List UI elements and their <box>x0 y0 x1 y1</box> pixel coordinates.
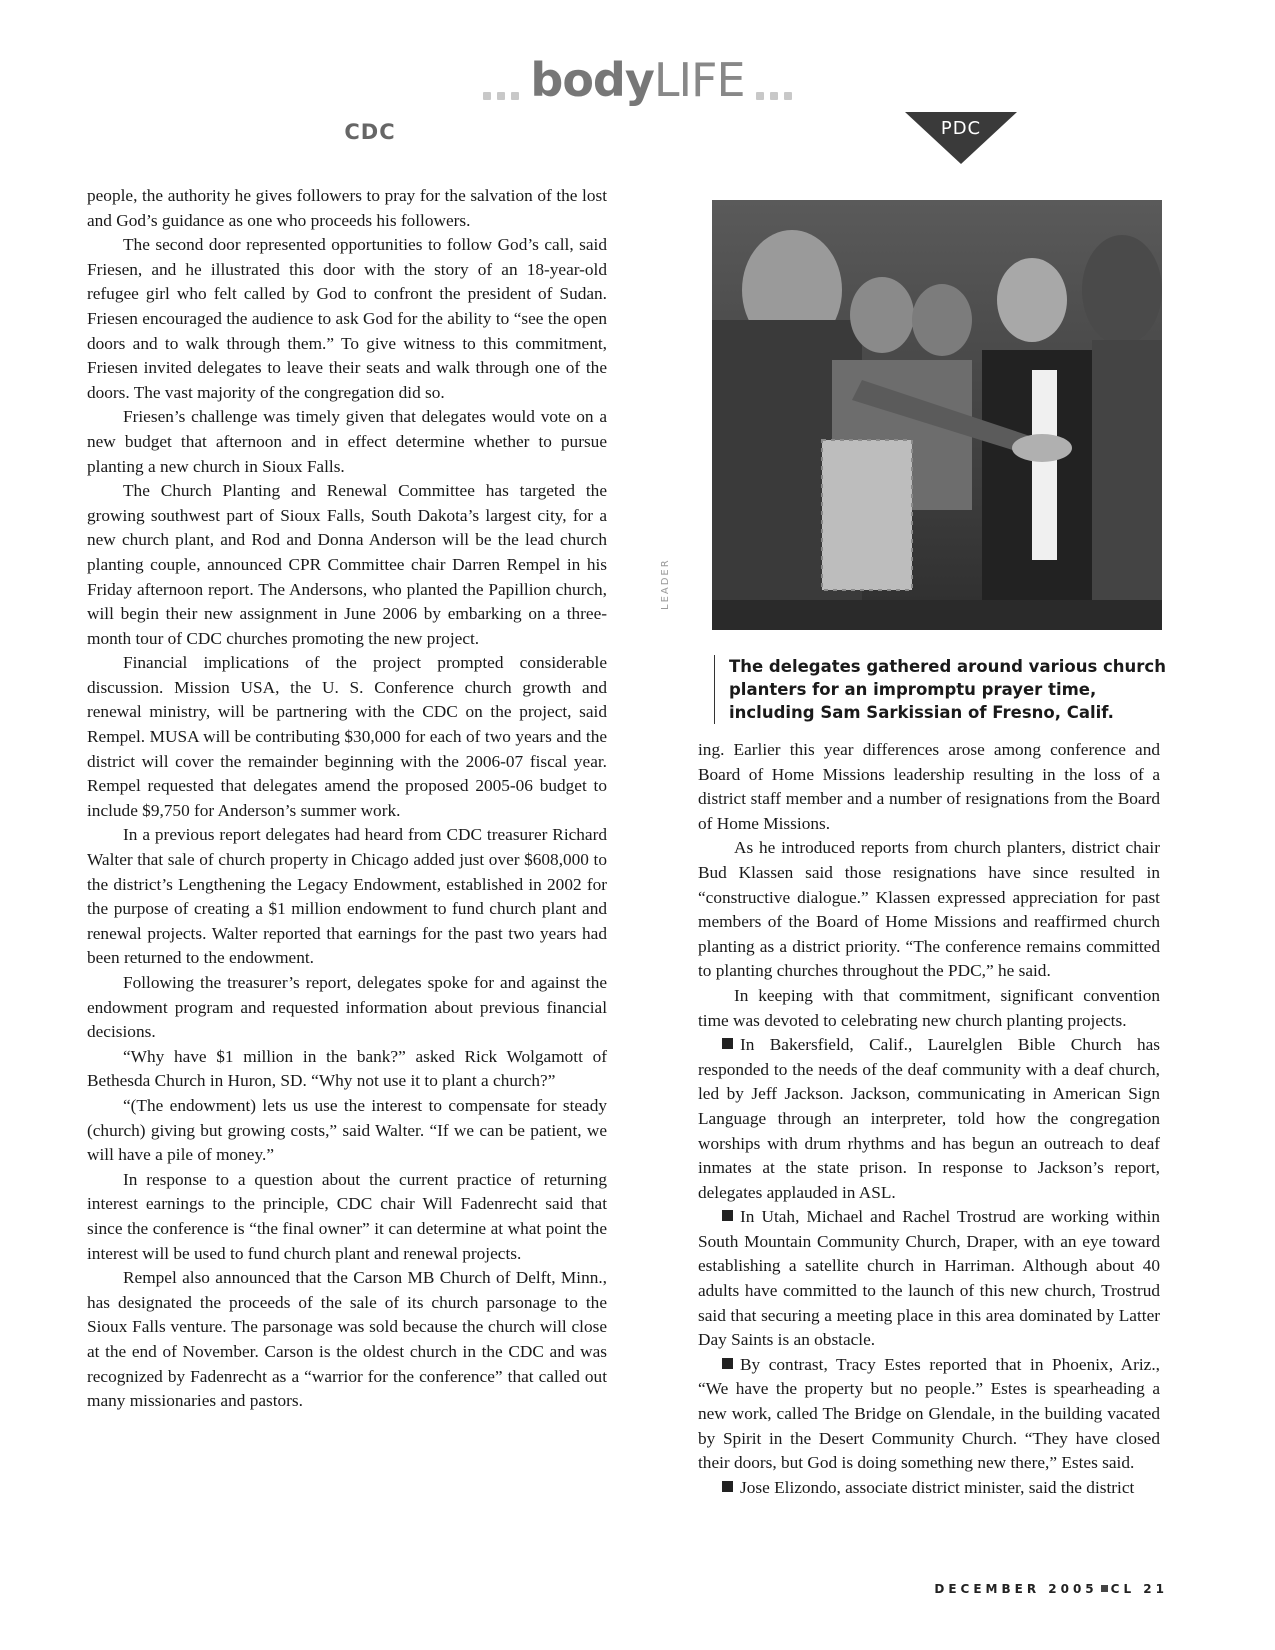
right-column <box>698 738 1160 1500</box>
right-bullet-item <box>698 1205 1160 1353</box>
left-paragraph: The second door represented opportunities to follow God’s call, said Friesen, and he illustrated this door with the story of an 18-year-old refugee girl who felt called by God to confront the president of Sudan. Friesen encouraged the audience to ask God for the ability to “see the open doors and to walk through them.” To give witness to this commitment, Friesen invited delegates to leave their seats and walk through one of the doors. The vast majority of the congregation did so. <box>87 235 607 402</box>
left-paragraph: Rempel also announced that the Carson MB Church of Delft, Minn., has designated the proceeds of the sale of its church parsonage to the Sioux Falls venture. The parsonage was sold because the church will close at the end of November. Carson is the oldest church in the CDC and was recognized by Fadenrecht as a “warrior for the conference” that called out many missionaries and pastors. <box>87 1268 607 1411</box>
right-paragraph: As he introduced reports from church planters, district chair Bud Klassen said those resignations have since resulted in “constructive dialogue.” Klassen expressed appreciation for past members of the Board of Home Missions and reaffirmed church planting as a district priority. “The conference remains committed to planting churches throughout the PDC,” he said. <box>698 838 1160 981</box>
left-paragraph: “Why have $1 million in the bank?” asked Rick Wolgamott of Bethesda Church in Huron, SD. “Why not use it to plant a church?” <box>87 1046 607 1091</box>
left-paragraph: “(The endowment) lets us use the interest to compensate for steady (church) giving but growing costs,” said Walter. “If we can be patient, we will have a pile of money.” <box>87 1095 607 1165</box>
right-bullet-text: By contrast, Tracy Estes reported that in Phoenix, Ariz., “We have the property but no people.” Estes is spearheading a new work, called The Bridge on Glendale, in the building vacated by Spirit in the Desert Community Church. “They have closed their doors, but God is doing something new there,” Estes said. <box>698 1354 1160 1473</box>
left-paragraph: Following the treasurer’s report, delegates spoke for and against the endowment program and requested information about previous financial decisions. <box>87 973 607 1042</box>
bullet-square-icon <box>722 1210 733 1221</box>
section-label-cdc: CDC <box>344 120 396 144</box>
right-bullet-text: In Bakersfield, Calif., Laurelglen Bible Church has responded to the needs of the deaf community with a deaf church, led by Jeff Jackson. Jackson, communicating in American Sign Language through an interpreter, told how the congregation worships with drum rhythms and has begun an outreach to deaf inmates at the state prison. In response to Jackson’s report, delegates applauded in ASL. <box>698 1035 1160 1202</box>
photo-caption: The delegates gathered around various church planters for an impromptu prayer time, including Sam Sarkissian of Fresno, Calif. <box>714 655 1179 724</box>
left-paragraph: The Church Planting and Renewal Committee has targeted the growing southwest part of Sioux Falls, South Dakota’s largest city, for a new church plant, and Rod and Donna Anderson will be the lead church planting couple, announced CPR Committee chair Darren Rempel in his Friday afternoon report. The Andersons, who planted the Papillion church, will begin their new assignment in June 2006 by embarking on a three-month tour of CDC churches promoting the new project. <box>87 481 607 648</box>
prayer-photo-image <box>712 200 1162 630</box>
masthead <box>0 52 1275 112</box>
footer-date: DECEMBER 2005 <box>934 1582 1098 1596</box>
section-label-pdc: PDC <box>940 118 982 139</box>
masthead-title-light: LIFE <box>653 53 745 107</box>
left-paragraph: In a previous report delegates had heard from CDC treasurer Richard Walter that sale of church property in Chicago added just over $608,000 to the district’s Lengthening the Legacy Endowment, established in 2002 for the purpose of creating a $1 million endowment to fund church plant and renewal projects. Walter reported that earnings for the past two years had been returned to the endowment. <box>87 825 607 968</box>
bullet-square-icon <box>722 1481 733 1492</box>
right-paragraph: ing. Earlier this year differences arose among conference and Board of Home Missions leadership resulting in the loss of a district staff member and a number of resignations from the Board of Home Missions. <box>698 740 1160 833</box>
prayer-photo <box>712 200 1162 630</box>
left-paragraph: Financial implications of the project prompted considerable discussion. Mission USA, the U. S. Conference church growth and renewal ministry, will be partnering with the CDC on the project, said Rempel. MUSA will be contributing $30,000 for each of two years and the district will cover the remainder beginning with the 2006-07 fiscal year. Rempel requested that delegates amend the proposed 2005-06 budget to include $9,750 for Anderson’s summer work. <box>87 653 607 820</box>
left-paragraph: people, the authority he gives followers to pray for the salvation of the lost and God’s guidance as one who proceeds his followers. <box>87 186 607 230</box>
bullet-square-icon <box>722 1358 733 1369</box>
masthead-dots-right <box>753 56 795 112</box>
masthead-title-bold: body <box>530 53 654 107</box>
photo-credit: LEADER <box>660 558 671 610</box>
bullet-square-icon <box>722 1038 733 1049</box>
footer-square-icon <box>1101 1585 1108 1592</box>
right-paragraph: In keeping with that commitment, significant convention time was devoted to celebrating new church planting projects. <box>698 985 1160 1030</box>
left-paragraph: In response to a question about the current practice of returning interest earnings to the principle, CDC chair Will Fadenrecht said that since the conference is “the final owner” it can determine at what point the interest will be used to fund church plant and renewal projects. <box>87 1169 607 1263</box>
section-label-pdc-tab <box>905 112 1017 164</box>
footer-page: CL 21 <box>1110 1582 1168 1596</box>
right-bullet-text: In Utah, Michael and Rachel Trostrud are working within South Mountain Community Church, Draper, with an eye toward establishing a satellite church in Harriman. Although about 40 adults have committed to the launch of this new church, Trostrud said that securing a meeting place in this area dominated by Latter Day Saints is an obstacle. <box>698 1207 1160 1350</box>
masthead-dots-left <box>480 56 522 112</box>
right-bullet-item <box>698 1476 1160 1501</box>
page-footer <box>900 1582 1168 1596</box>
left-paragraph: Friesen’s challenge was timely given that delegates would vote on a new budget that afternoon and in effect determine whether to pursue planting a new church in Sioux Falls. <box>87 407 607 476</box>
right-bullet-text: Jose Elizondo, associate district minister, said the district <box>740 1477 1135 1497</box>
right-bullet-item <box>698 1033 1160 1205</box>
left-column <box>87 184 607 1414</box>
right-bullet-item <box>698 1353 1160 1476</box>
